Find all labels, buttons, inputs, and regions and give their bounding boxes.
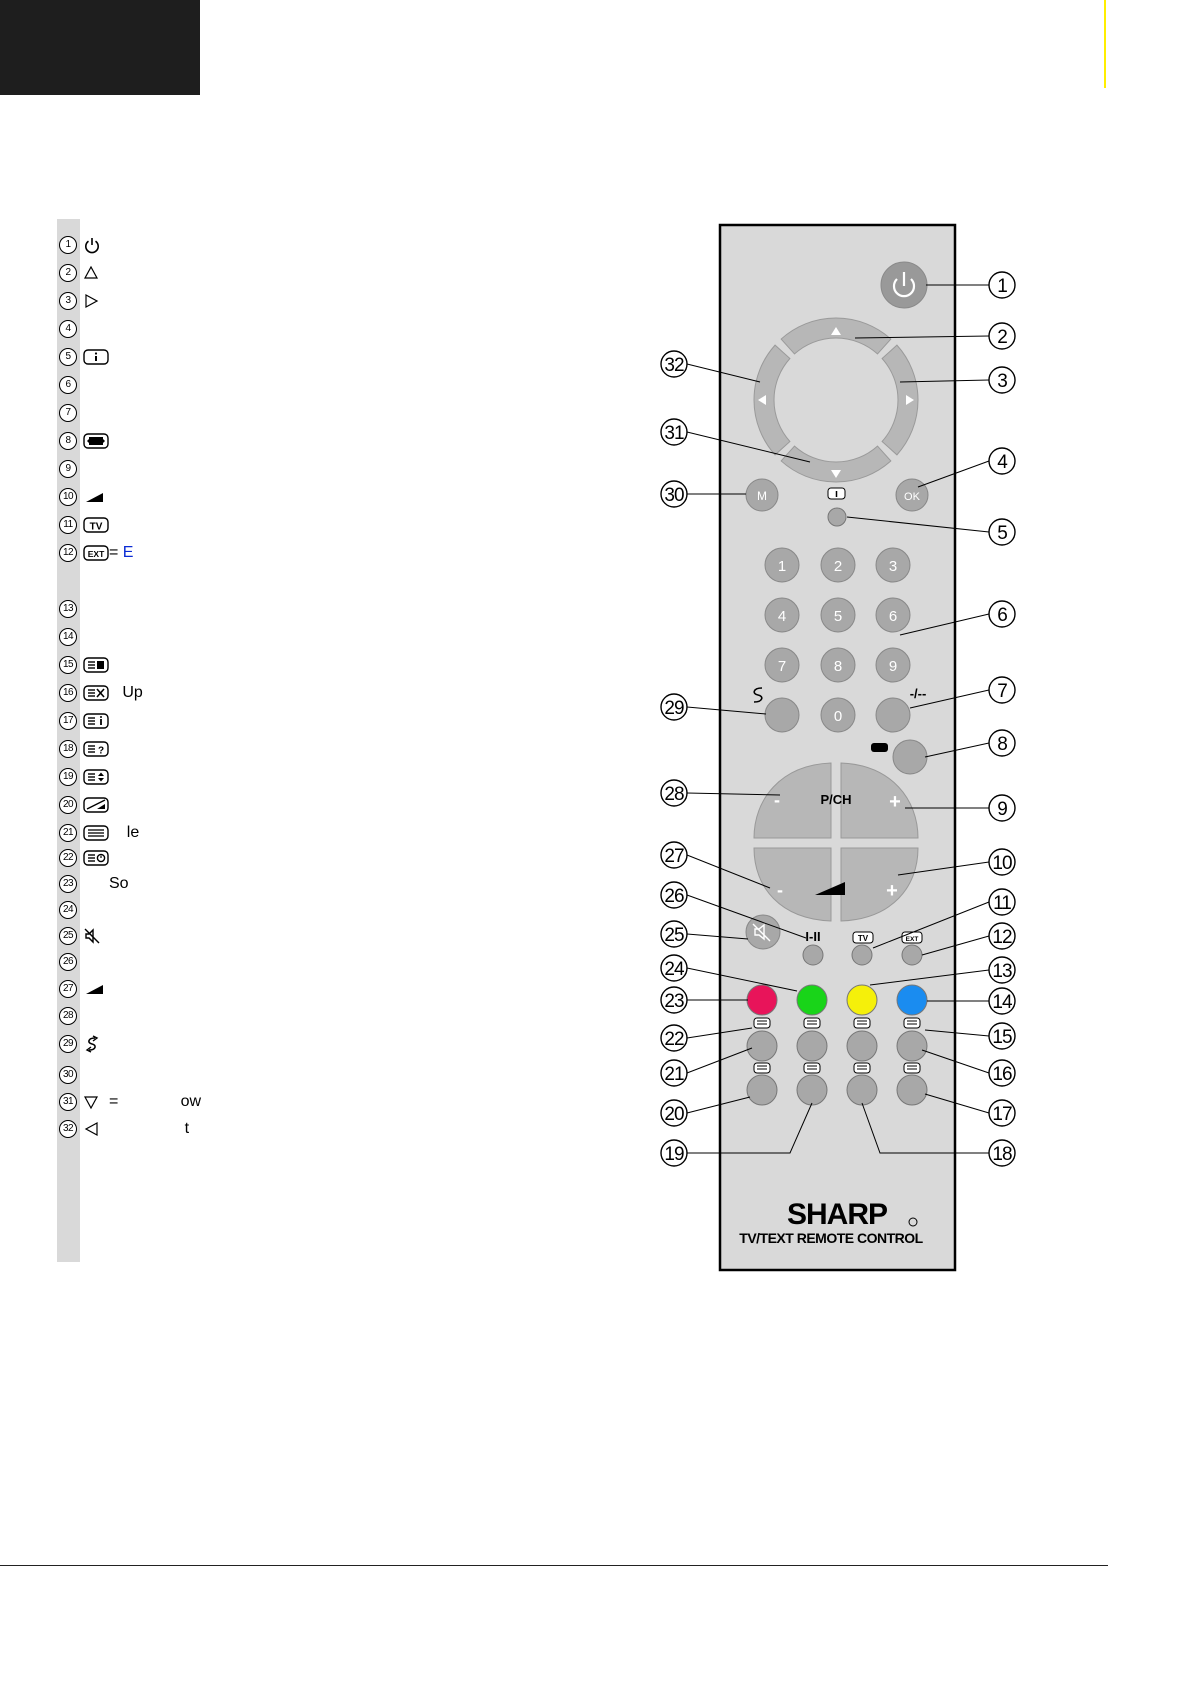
- legend-number: 22: [59, 849, 77, 867]
- widescreen-button[interactable]: [893, 740, 927, 774]
- tv-label: TV: [857, 934, 869, 943]
- callout-number-7: 7: [997, 681, 1007, 702]
- callout-number-20: 20: [664, 1104, 684, 1125]
- legend-number: 7: [59, 404, 77, 422]
- callout-number-19: 19: [664, 1144, 684, 1165]
- legend-number: 9: [59, 460, 77, 478]
- tv-button[interactable]: [852, 945, 872, 965]
- text-hold-icon: [754, 1063, 770, 1073]
- dual-label: I-II: [805, 929, 821, 944]
- text-cancel-button[interactable]: [897, 1031, 927, 1061]
- channel-minus-label: -: [774, 790, 780, 810]
- callout-number-10: 10: [992, 853, 1012, 874]
- legend-number: 29: [59, 1035, 77, 1053]
- legend-text: Up: [109, 684, 143, 701]
- text-hold-button[interactable]: [747, 1075, 777, 1105]
- callout-number-6: 6: [997, 605, 1007, 626]
- callout-number-4: 4: [997, 452, 1007, 473]
- legend-number: 15: [59, 656, 77, 674]
- teletext-icon: [754, 1018, 770, 1028]
- digit-2-label: 2: [833, 558, 843, 575]
- legend-number: 12: [59, 544, 77, 562]
- digit-4-label: 4: [777, 608, 787, 625]
- legend-number: 31: [59, 1093, 77, 1111]
- text-size-button[interactable]: [797, 1075, 827, 1105]
- legend-number: 16: [59, 684, 77, 702]
- digit-8-label: 8: [833, 658, 843, 675]
- legend-number: 11: [59, 516, 77, 534]
- green-button[interactable]: [797, 985, 827, 1015]
- digit-0-label: 0: [833, 708, 843, 725]
- callout-number-30: 30: [664, 485, 684, 506]
- legend-number: 6: [59, 376, 77, 394]
- legend-number: 21: [59, 824, 77, 842]
- teletext-button[interactable]: [747, 1031, 777, 1061]
- legend-text: =: [109, 544, 123, 561]
- legend-text: le: [109, 824, 140, 841]
- callout-number-28: 28: [664, 784, 684, 805]
- volume-minus-label: -: [777, 880, 783, 900]
- callout-number-11: 11: [993, 893, 1011, 914]
- red-button[interactable]: [747, 985, 777, 1015]
- digit-7-label: 7: [777, 658, 787, 675]
- ext-button[interactable]: [902, 945, 922, 965]
- callout-number-27: 27: [664, 846, 684, 867]
- text-mix-button[interactable]: [847, 1031, 877, 1061]
- legend-number: 18: [59, 740, 77, 758]
- channel-plus-label: +: [889, 791, 901, 813]
- widescreen-icon: [871, 743, 888, 752]
- legend-text-highlight: E: [122, 544, 134, 561]
- brand-logo: SHARP: [786, 1198, 888, 1231]
- legend-number: 32: [59, 1120, 77, 1138]
- svg-text:EXT: EXT: [87, 549, 105, 559]
- legend-number: 13: [59, 600, 77, 618]
- dual-sound-button[interactable]: [803, 945, 823, 965]
- text-index-icon: [904, 1063, 920, 1073]
- legend-number: 19: [59, 768, 77, 786]
- legend-number: 30: [59, 1066, 77, 1084]
- dash-label: -/--: [909, 686, 927, 701]
- callout-number-26: 26: [664, 886, 684, 907]
- legend-number: 20: [59, 796, 77, 814]
- legend-number: 26: [59, 953, 77, 971]
- callout-number-31: 31: [664, 423, 684, 444]
- blue-button[interactable]: [897, 985, 927, 1015]
- callout-number-23: 23: [664, 991, 684, 1012]
- digit-6-label: 6: [888, 608, 898, 625]
- callout-number-22: 22: [664, 1029, 684, 1050]
- callout-number-12: 12: [992, 927, 1012, 948]
- legend-text: So: [109, 875, 129, 892]
- legend-number: 23: [59, 875, 77, 893]
- digit-3-label: 3: [888, 558, 898, 575]
- legend-number: 2: [59, 264, 77, 282]
- legend-number: 8: [59, 432, 77, 450]
- legend-number: 28: [59, 1007, 77, 1025]
- pch-label: P/CH: [820, 792, 852, 807]
- legend-number: 10: [59, 488, 77, 506]
- remote-subtitle: TV/TEXT REMOTE CONTROL: [739, 1230, 923, 1246]
- callout-number-15: 15: [992, 1027, 1012, 1048]
- info-button[interactable]: [828, 508, 846, 526]
- legend-number: 1: [59, 236, 77, 254]
- text-index-button[interactable]: [897, 1075, 927, 1105]
- legend-number: 14: [59, 628, 77, 646]
- text-reveal-button[interactable]: [847, 1075, 877, 1105]
- mute-button[interactable]: [746, 915, 780, 949]
- callout-number-9: 9: [997, 799, 1007, 820]
- svg-text:TV: TV: [89, 521, 103, 533]
- yellow-button[interactable]: [847, 985, 877, 1015]
- callout-number-32: 32: [664, 355, 684, 376]
- text-cancel-icon: [904, 1018, 920, 1028]
- callout-number-25: 25: [664, 925, 684, 946]
- flashback-button[interactable]: [765, 698, 799, 732]
- text-time-button[interactable]: [797, 1031, 827, 1061]
- legend-number: 3: [59, 292, 77, 310]
- ext-label: EXT: [905, 936, 919, 943]
- legend-text: t: [109, 1120, 190, 1137]
- ok-button-label: OK: [904, 491, 920, 503]
- text-size-icon: [804, 1063, 820, 1073]
- text-mix-icon: [854, 1018, 870, 1028]
- legend-number: 4: [59, 320, 77, 338]
- callout-number-29: 29: [664, 698, 684, 719]
- callout-number-3: 3: [997, 371, 1007, 392]
- legend-number: 27: [59, 980, 77, 998]
- digit-5-label: 5: [833, 608, 843, 625]
- legend-number: 24: [59, 901, 77, 919]
- callout-number-21: 21: [664, 1064, 684, 1085]
- digit-9-label: 9: [888, 658, 898, 675]
- callout-number-2: 2: [997, 327, 1007, 348]
- callout-number-8: 8: [997, 734, 1007, 755]
- legend-number: 5: [59, 348, 77, 366]
- callout-number-17: 17: [992, 1104, 1012, 1125]
- volume-plus-label: +: [886, 880, 898, 902]
- callout-number-24: 24: [664, 959, 684, 980]
- digit-1-label: 1: [777, 558, 787, 575]
- menu-button-label: M: [757, 489, 767, 503]
- callout-number-16: 16: [992, 1064, 1012, 1085]
- legend-number: 17: [59, 712, 77, 730]
- text-time-icon: [804, 1018, 820, 1028]
- callout-number-18: 18: [992, 1144, 1012, 1165]
- callout-number-5: 5: [997, 523, 1007, 544]
- text-reveal-icon: [854, 1063, 870, 1073]
- callout-number-13: 13: [992, 961, 1012, 982]
- legend-number: 25: [59, 927, 77, 945]
- svg-text:?: ?: [97, 745, 105, 757]
- callout-number-14: 14: [992, 992, 1012, 1013]
- callout-number-1: 1: [997, 276, 1007, 297]
- legend-text: = ow: [109, 1093, 202, 1110]
- dash-button[interactable]: [876, 698, 910, 732]
